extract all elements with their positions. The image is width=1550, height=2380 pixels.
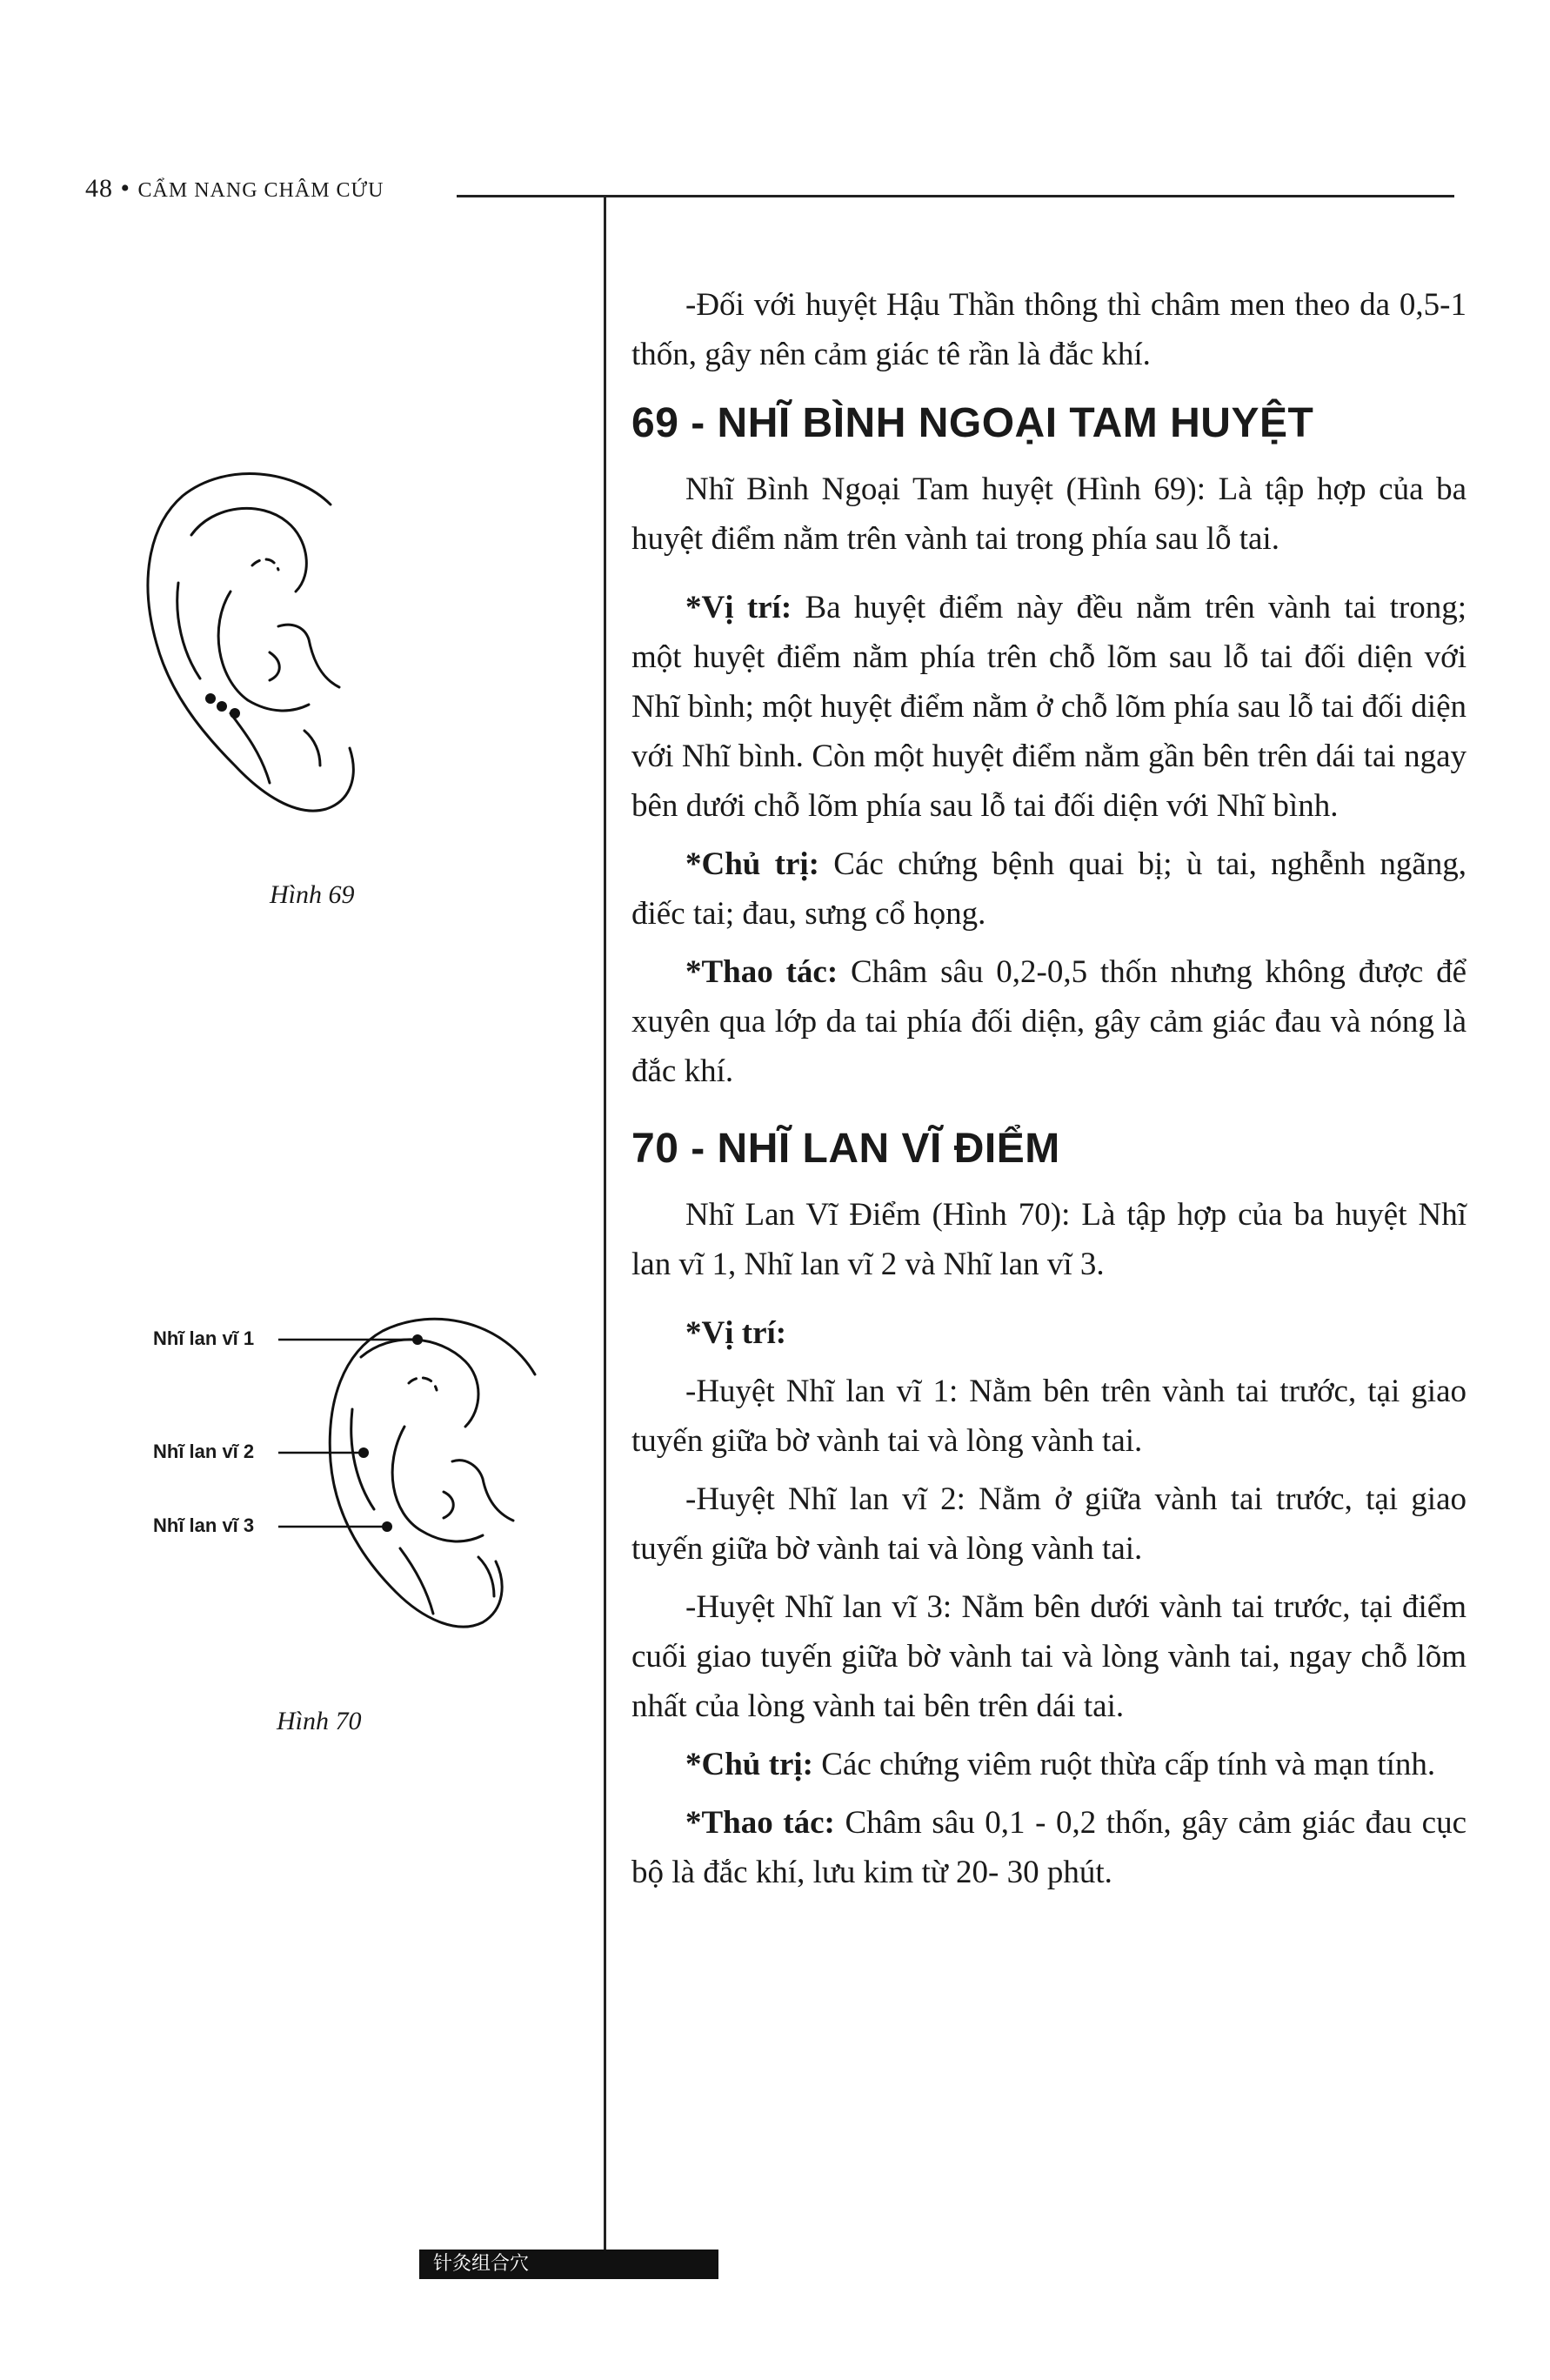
technique-text: Châm sâu 0,2-0,5 thốn nhưng không được để xuyên qua lớp da tai phía đối diện, gây cảm giác đau và nóng là đắc khí.	[631, 954, 1466, 1089]
label-nhi-lan-vi-1: Nhĩ lan vĩ 1	[153, 1327, 255, 1349]
acupoint-69-3	[230, 708, 240, 719]
column-rule	[604, 195, 606, 2270]
indication-text: Các chứng viêm ruột thừa cấp tính và mạn tính.	[812, 1747, 1436, 1782]
label-nhi-lan-vi-3: Nhĩ lan vĩ 3	[153, 1514, 255, 1536]
label-nhi-lan-vi-2: Nhĩ lan vĩ 2	[153, 1441, 255, 1462]
acupoint-69-1	[205, 693, 216, 704]
footer-bar: 针灸组合穴	[419, 2250, 718, 2279]
section-70-location-heading	[631, 1308, 1466, 1358]
location-label: *Vị trí:	[685, 1315, 787, 1351]
acupoint-69-2	[217, 701, 227, 712]
running-head	[85, 174, 384, 204]
header-rule	[457, 195, 1454, 197]
indication-text: Các chứng bệnh quai bị; ù tai, nghễnh ngãng, điếc tai; đau, sưng cổ họng.	[631, 846, 1466, 932]
section-70-point-3: -Huyệt Nhĩ lan vĩ 3: Nằm bên dưới vành tai trước, tại điểm cuối giao tuyến giữa bờ vành tai và lòng vành tai, ngay chỗ lõm nhất của lòng vành tai bên trên dái tai.	[631, 1589, 1466, 1724]
figure-69-caption: Hình 69	[270, 880, 355, 909]
figure-69-ear-diagram	[130, 452, 391, 844]
technique-label: *Thao tác:	[685, 954, 838, 990]
section-69-description: Nhĩ Bình Ngoại Tam huyệt (Hình 69): Là tập hợp của ba huyệt điểm nằm trên vành tai trong phía sau lỗ tai.	[631, 471, 1466, 557]
technique-text: Châm sâu 0,1 - 0,2 thốn, gây cảm giác đau cục bộ là đắc khí, lưu kim từ 20- 30 phút.	[631, 1805, 1466, 1890]
section-70-indication	[631, 1740, 1466, 1789]
section-70-technique	[631, 1798, 1466, 1897]
section-70-point-1: -Huyệt Nhĩ lan vĩ 1: Nằm bên trên vành tai trước, tại giao tuyến giữa bờ vành tai và lòng vành tai.	[631, 1374, 1466, 1459]
section-69-technique	[631, 947, 1466, 1096]
section-70-point-2: -Huyệt Nhĩ lan vĩ 2: Nằm ở giữa vành tai trước, tại giao tuyến giữa bờ vành tai và lòng vành tai.	[631, 1481, 1466, 1567]
location-label: *Vị trí:	[685, 590, 792, 625]
section-69-indication	[631, 839, 1466, 939]
technique-label: *Thao tác:	[685, 1805, 835, 1841]
figure-70-ear-diagram	[278, 1296, 548, 1661]
intro-paragraph: -Đối với huyệt Hậu Thần thông thì châm men theo da 0,5-1 thốn, gây nên cảm giác tê rần là đắc khí.	[631, 287, 1466, 372]
main-text-column	[631, 280, 1466, 1906]
section-69-title: 69 - NHĨ BÌNH NGOẠI TAM HUYỆT	[631, 400, 1314, 446]
running-title: CẨM NANG CHÂM CỨU	[137, 179, 384, 202]
header-bullet: •	[120, 174, 131, 203]
location-text: Ba huyệt điểm này đều nằm trên vành tai trong; một huyệt điểm nằm phía trên chỗ lõm sau lỗ tai đối diện với Nhĩ bình; một huyệt điểm nằm ở chỗ lõm phía sau lỗ tai đối diện với Nhĩ bình. Còn một huyệt điểm nằm gần bên trên dái tai ngay bên dưới chỗ lõm phía sau lỗ tai đối diện với Nhĩ bình.	[631, 590, 1466, 824]
section-70-description: Nhĩ Lan Vĩ Điểm (Hình 70): Là tập hợp của ba huyệt Nhĩ lan vĩ 1, Nhĩ lan vĩ 2 và Nhĩ lan vĩ 3.	[631, 1197, 1466, 1282]
section-70-title: 70 - NHĨ LAN VĨ ĐIỂM	[631, 1126, 1060, 1172]
section-69-location	[631, 583, 1466, 831]
indication-label: *Chủ trị:	[685, 1747, 813, 1782]
figure-70-caption: Hình 70	[277, 1707, 362, 1735]
page-number: 48	[85, 174, 113, 203]
indication-label: *Chủ trị:	[685, 846, 819, 882]
